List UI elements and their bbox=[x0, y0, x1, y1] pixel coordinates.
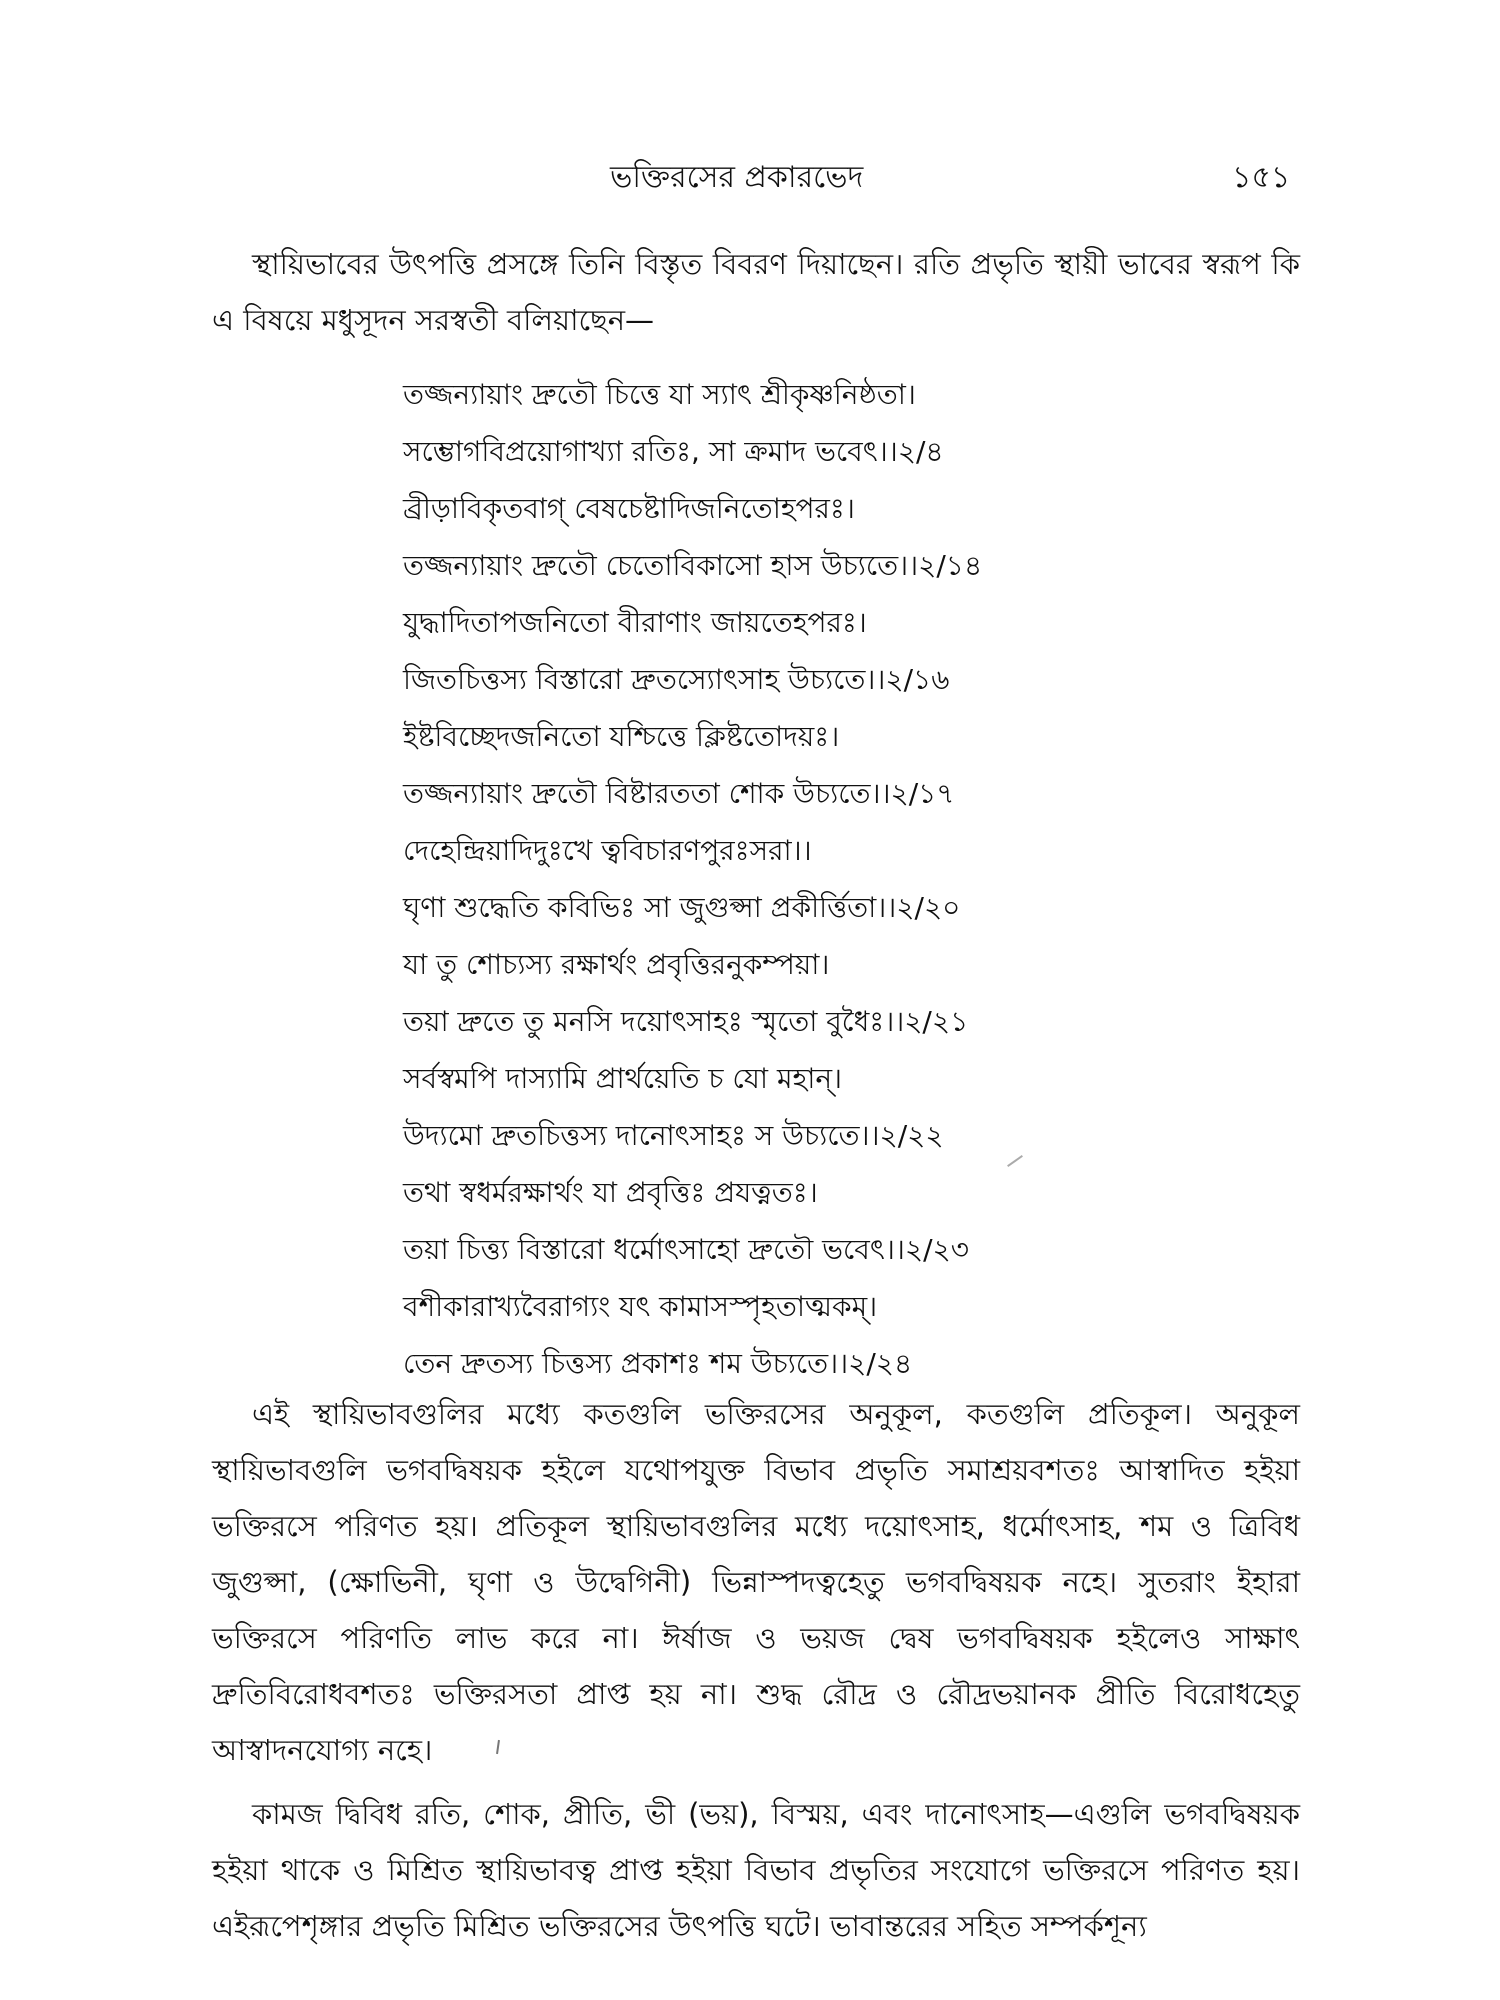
verse-line: তজ্জন্যায়াং দ্রুতৌ চিত্তে যা স্যাৎ শ্রীকৃষ্ণনিষ্ঠতা। bbox=[403, 378, 916, 411]
verse-quotation bbox=[403, 366, 1283, 1392]
verse-line: জিতচিত্তস্য বিস্তারো দ্রুতস্যোৎসাহ উচ্যতে।।২/১৬ bbox=[403, 663, 950, 696]
verse-line: ব্রীড়াবিকৃতবাগ্ বেষচেষ্টাদিজনিতোহপরঃ। bbox=[403, 492, 855, 525]
verse-line: ঘৃণা শুদ্ধেতি কবিভিঃ সা জুগুপ্সা প্রকীর্ত্তিতা।।২/২০ bbox=[403, 891, 961, 924]
verse-line: তজ্জন্যায়াং দ্রুতৌ চেতোবিকাসো হাস উচ্যতে।।২/১৪ bbox=[403, 549, 983, 582]
page-number: ১৫১ bbox=[1232, 160, 1291, 195]
running-header-title: ভক্তিরসের প্রকারভেদ bbox=[610, 160, 864, 195]
body-paragraph-block bbox=[212, 1786, 1300, 1954]
verse-line: উদ্যমো দ্রুতচিত্তস্য দানোৎসাহঃ স উচ্যতে।।২/২২ bbox=[403, 1119, 944, 1152]
body-paragraph-block bbox=[212, 1386, 1300, 1778]
body-paragraph: কামজ দ্বিবিধ রতি, শোক, প্রীতি, ভী (ভয়), বিস্ময়, এবং দানোৎসাহ—এগুলি ভগবদ্বিষয়ক হইয়া থাকে ও মিশ্রিত স্থায়িভাবত্ব প্রাপ্ত হইয়া বিভাব প্রভৃতির সংযোগে ভক্তিরসে পরিণত হয়। এইরূপেশৃঙ্গার প্রভৃতি মিশ্রিত ভক্তিরসের উৎপত্তি ঘটে। ভাবান্তরের সহিত সম্পর্কশূন্য bbox=[212, 1797, 1300, 1943]
verse-line: যুদ্ধাদিতাপজনিতো বীরাণাং জায়তেহপরঃ। bbox=[403, 606, 867, 639]
body-paragraph: এই স্থায়িভাবগুলির মধ্যে কতগুলি ভক্তিরসের অনুকূল, কতগুলি প্রতিকূল। অনুকূল স্থায়িভাবগুলি ভগবদ্বিষয়ক হইলে যথোপযুক্ত বিভাব প্রভৃতি সমাশ্রয়বশতঃ আস্বাদিত হইয়া ভক্তিরসে পরিণত হয়। প্রতিকূল স্থায়িভাবগুলির মধ্যে দয়োৎসাহ, ধর্মোৎসাহ, শম ও ত্রিবিধ জুগুপ্সা, (ক্ষোভিনী, ঘৃণা ও উদ্বেগিনী) ভিন্নাস্পদত্বহেতু ভগবদ্বিষয়ক নহে। সুতরাং ইহারা ভক্তিরসে পরিণতি লাভ করে না। ঈর্ষাজ ও ভয়জ দ্বেষ ভগবদ্বিষয়ক হইলেও সাক্ষাৎ দ্রুতিবিরোধবশতঃ ভক্তিরসতা প্রাপ্ত হয় না। শুদ্ধ রৌদ্র ও রৌদ্রভয়ানক প্রীতি বিরোধহেতু আস্বাদনযোগ্য নহে। bbox=[212, 1397, 1300, 1767]
verse-line: ইষ্টবিচ্ছেদজনিতো যশ্চিত্তে ক্লিষ্টতোদয়ঃ। bbox=[403, 720, 840, 753]
verse-line: তজ্জন্যায়াং দ্রুতৌ বিষ্টারততা শোক উচ্যতে।।২/১৭ bbox=[403, 777, 955, 810]
verse-line: তয়া দ্রুতে তু মনসি দয়োৎসাহঃ স্মৃতো বুধৈঃ।।২/২১ bbox=[403, 1005, 969, 1038]
verse-line: সর্বস্বমপি দাস্যামি প্রার্থয়েতি চ যো মহান্। bbox=[403, 1062, 843, 1095]
verse-line: যা তু শোচ্যস্য রক্ষার্থং প্রবৃত্তিরনুকম্পয়া। bbox=[403, 948, 830, 981]
verse-line: তয়া চিত্ত্য বিস্তারো ধর্মোৎসাহো দ্রুতৌ ভবেৎ।।২/২৩ bbox=[403, 1233, 969, 1266]
verse-line: বশীকারাখ্যবৈরাগ্যং যৎ কামাসস্পৃহতাত্মকম্। bbox=[403, 1290, 878, 1323]
intro-paragraph-block bbox=[212, 236, 1300, 348]
intro-paragraph: স্থায়িভাবের উৎপত্তি প্রসঙ্গে তিনি বিস্তৃত বিবরণ দিয়াছেন। রতি প্রভৃতি স্থায়ী ভাবের স্বরূপ কি এ বিষয়ে মধুসূদন সরস্বতী বলিয়াছেন— bbox=[212, 247, 1300, 337]
verse-line: তথা স্বধর্মরক্ষার্থং যা প্রবৃত্তিঃ প্রযত্নতঃ। bbox=[403, 1176, 818, 1209]
verse-line: দেহেন্দ্রিয়াদিদুঃখে ত্ববিচারণপুরঃসরা।। bbox=[403, 834, 812, 867]
verse-line: সম্ভোগবিপ্রয়োগাখ্যা রতিঃ, সা ক্রমাদ ভবেৎ।।২/৪ bbox=[403, 435, 944, 468]
verse-line: তেন দ্রুতস্য চিত্তস্য প্রকাশঃ শম উচ্যতে।।২/২৪ bbox=[403, 1347, 913, 1380]
